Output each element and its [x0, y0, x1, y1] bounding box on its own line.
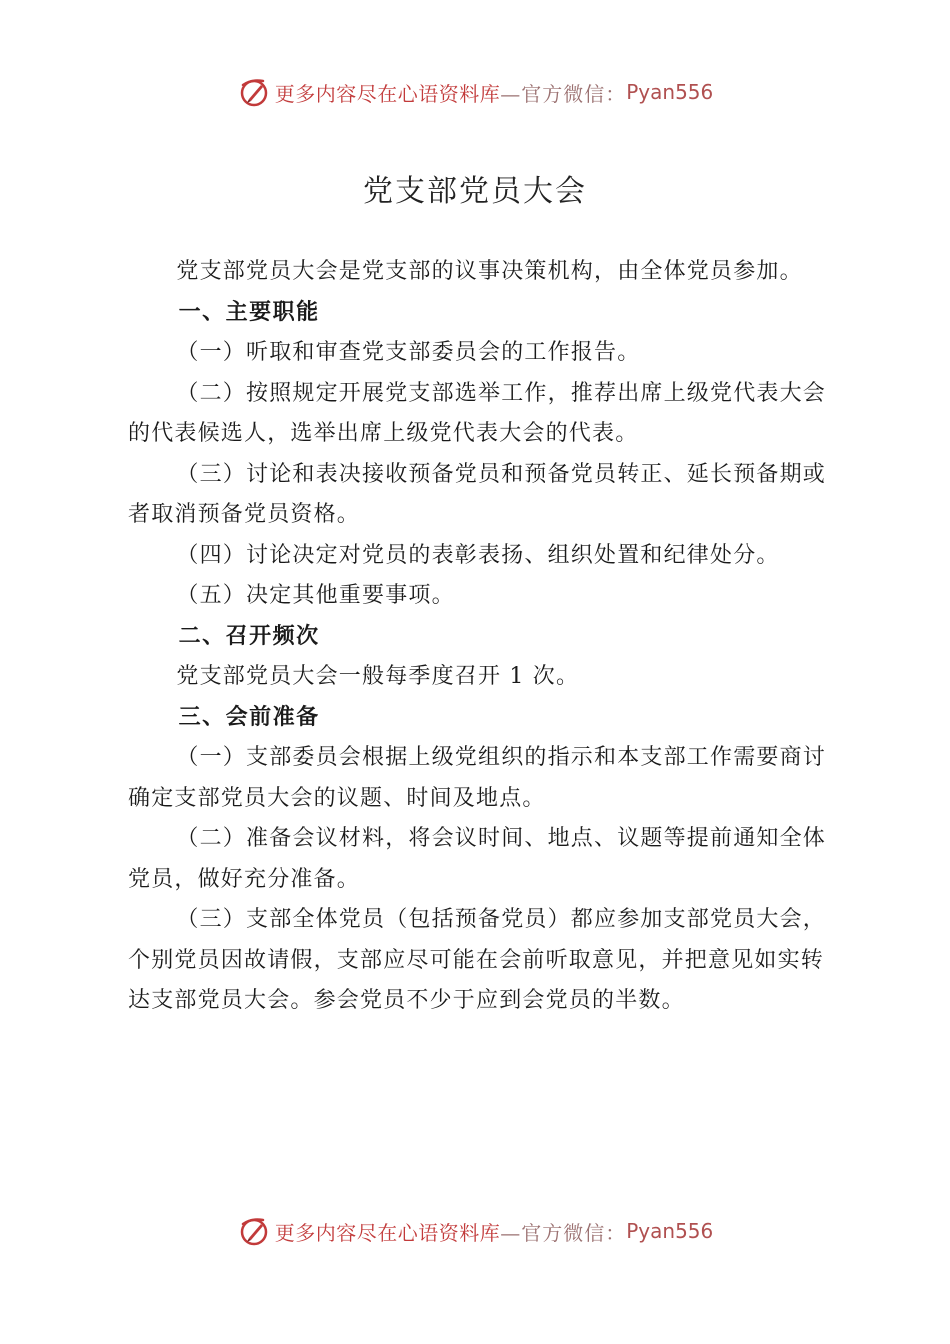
paragraph: （四）讨论决定对党员的表彰表扬、组织处置和纪律处分。	[176, 542, 780, 568]
paragraph: （二）按照规定开展党支部选举工作，推荐出席上级党代表大会的代表候选人，选举出席上级党代表大会的代表。	[128, 380, 826, 446]
section-heading-preparation: 三、会前准备	[178, 704, 320, 730]
banner-text: 更多内容尽在心语资料库	[274, 81, 501, 106]
paragraph: （三）讨论和表决接收预备党员和预备党员转正、延长预备期或者取消预备党员资格。	[128, 461, 826, 527]
paragraph: （二）准备会议材料，将会议时间、地点、议题等提前通知全体党员，做好充分准备。	[128, 826, 826, 892]
banner-separator: —官方微信：	[500, 1220, 627, 1245]
section-heading-functions: 一、主要职能	[178, 299, 320, 325]
banner-separator: —官方微信：	[500, 81, 627, 106]
banner-wechat-id: Pyan556	[626, 1219, 714, 1243]
pen-circle-logo-icon	[237, 1214, 271, 1248]
paragraph: 党支部党员大会一般每季度召开 1 次。	[176, 664, 580, 689]
paragraph: （三）支部全体党员（包括预备党员）都应参加支部党员大会，个别党员因故请假，支部应尽可能在会前听取意见，并把意见如实转达支部党员大会。参会党员不少于应到会党员的半数。	[128, 907, 826, 1013]
document-body	[128, 252, 844, 1022]
section-heading-frequency: 二、召开频次	[178, 623, 320, 649]
banner-text: 更多内容尽在心语资料库	[274, 1220, 501, 1245]
intro-paragraph: 党支部党员大会是党支部的议事决策机构，由全体党员参加。	[176, 259, 803, 284]
header-banner	[0, 72, 950, 112]
paragraph: （五）决定其他重要事项。	[176, 583, 455, 608]
paragraph: （一）听取和审查党支部委员会的工作报告。	[176, 340, 641, 365]
pen-circle-logo-icon	[237, 75, 271, 109]
banner-wechat-id: Pyan556	[626, 80, 714, 104]
paragraph: （一）支部委员会根据上级党组织的指示和本支部工作需要商讨确定支部党员大会的议题、时间及地点。	[128, 745, 826, 811]
document-title: 党支部党员大会	[363, 174, 587, 209]
footer-banner	[0, 1211, 950, 1251]
